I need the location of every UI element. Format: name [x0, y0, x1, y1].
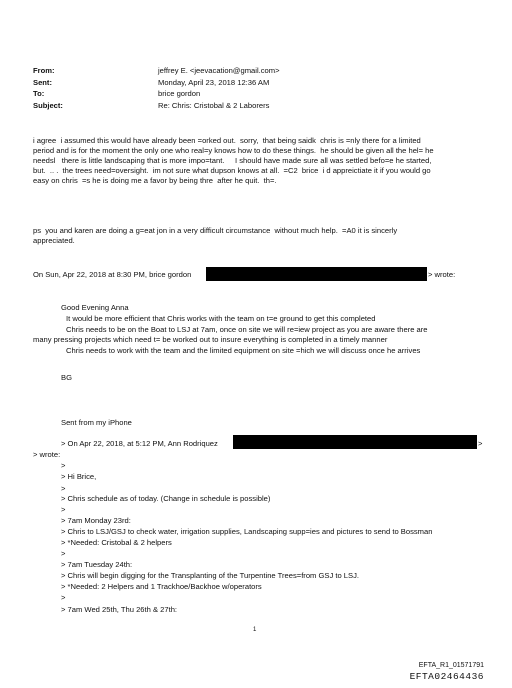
footer-id-secondary: EFTA02464436	[409, 671, 484, 682]
page-number: 1	[253, 627, 257, 633]
quote2-line: > Chris to LSJ/GSJ to check water, irrigation supplies, Landscaping supp=ies and pictures to send to Bossman	[61, 527, 433, 536]
to-value: brice gordon	[158, 89, 201, 98]
from-label: From:	[33, 66, 55, 75]
ps-line: appreciated.	[33, 236, 75, 245]
quote1-line: Chris needs to work with the team and the limited equipment on site =hich we will discuss once he arrives	[66, 346, 421, 355]
quote2-line: > *Needed: 2 Helpers and 1 Trackhoe/Backhoe w/operators	[61, 582, 262, 591]
footer-id-primary: EFTA_R1_01571791	[418, 662, 484, 669]
quote1-on-line: On Sun, Apr 22, 2018 at 8:30 PM, brice gordon	[33, 270, 192, 279]
quote1-line: It would be more efficient that Chris works with the team on t=e ground to get this completed	[66, 314, 376, 323]
quote2-line: >	[61, 461, 66, 470]
quote2-line: > *Needed: Cristobal & 2 helpers	[61, 538, 172, 547]
from-row	[33, 66, 280, 78]
body-line: but. .. . the trees need=oversight. im not sure what dupson knows at all. =C2 brice i d appreictiate it if you would go	[33, 166, 431, 175]
quote1-greeting: Good Evening Anna	[61, 303, 129, 312]
quote2-line: >	[61, 484, 66, 493]
sent-value: Monday, April 23, 2018 12:36 AM	[158, 77, 270, 87]
quote2-line: > 7am Tuesday 24th:	[61, 560, 133, 569]
sent-from-line: Sent from my iPhone	[61, 418, 132, 427]
quote2-line: >	[61, 549, 66, 558]
to-label: To:	[33, 89, 45, 98]
sent-label: Sent:	[33, 77, 52, 87]
quote1-line: Chris needs to be on the Boat to LSJ at 7am, once on site we will re=iew project as you are aware there are	[66, 325, 428, 334]
quote2-gt: >	[478, 439, 483, 448]
quote1-signature: BG	[61, 373, 72, 382]
sent-row	[33, 78, 280, 90]
quote2-line: > Hi Brice,	[61, 472, 97, 481]
body-line: period and is for the moment the only one who real=y knows how to do these things. he should be given all the hel= he	[33, 146, 434, 155]
quote2-wrote: > wrote:	[33, 450, 61, 459]
redaction-block	[233, 435, 477, 449]
quote2-line: > Chris will begin digging for the Transplanting of the Turpentine Trees=from GSJ to LSJ.	[61, 571, 360, 580]
quote1-wrote: > wrote:	[428, 270, 456, 279]
quote1-line: many pressing projects which need t= be worked out to insure everything is completed in a timely manner	[33, 335, 388, 344]
quote2-on-line: > On Apr 22, 2018, at 5:12 PM, Ann Rodriquez	[61, 439, 218, 448]
body-line: needsl there is little landscaping that is more impo=tant. I should have made sure all was settled befo=e he started,	[33, 156, 432, 165]
subject-value: Re: Chris: Cristobal & 2 Laborers	[158, 100, 270, 110]
body-line: i agree i assumed this would have already been =orked out. sorry, that being saidk chris is =nly there for a limited	[33, 136, 421, 145]
from-value: jeffrey E. <jeevacation@gmail.com>	[158, 66, 280, 75]
subject-label: Subject:	[33, 100, 63, 110]
quote2-line: >	[61, 593, 66, 602]
quote2-line: > 7am Monday 23rd:	[61, 516, 131, 525]
quote2-line: > Chris schedule as of today. (Change in schedule is possible)	[61, 494, 271, 503]
email-header	[33, 66, 280, 112]
body-line: easy on chris =s he is doing me a favor by being thre after he quit. th=.	[33, 176, 277, 185]
ps-line: ps you and karen are doing a g=eat jon in a very difficult circumstance without much help. =A0 it is sincerly	[33, 226, 398, 235]
subject-row	[33, 101, 280, 113]
quote2-line: >	[61, 505, 66, 514]
quote2-line: > 7am Wed 25th, Thu 26th & 27th:	[61, 605, 178, 614]
to-row	[33, 89, 280, 101]
redaction-block	[206, 267, 427, 281]
